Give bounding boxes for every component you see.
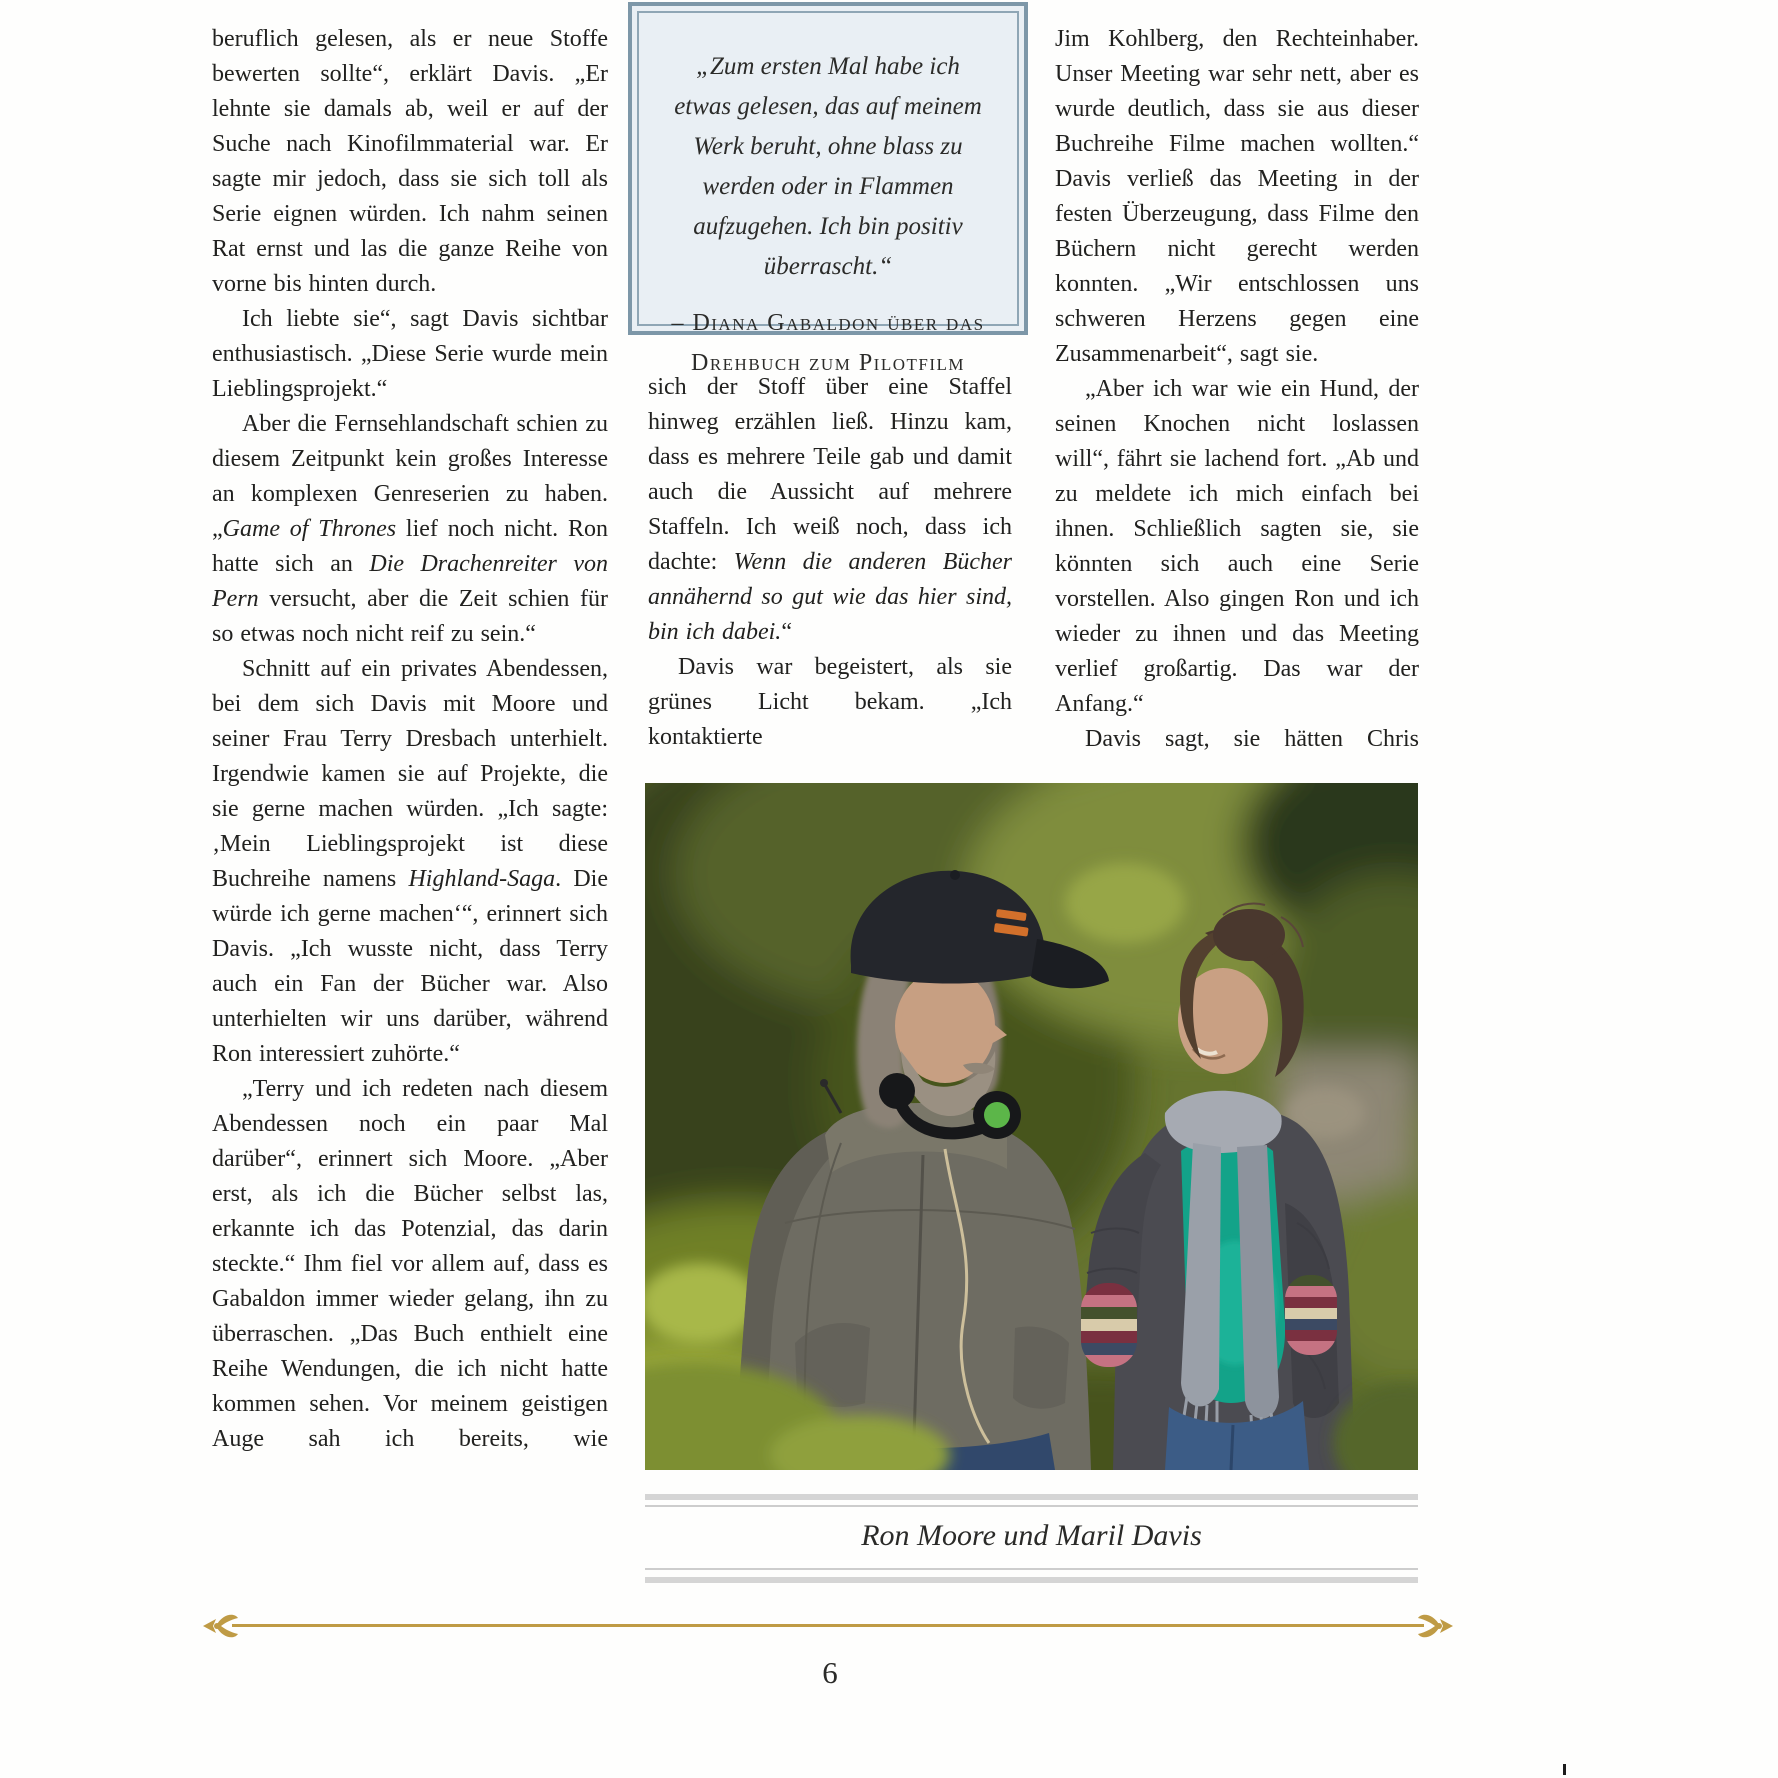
text-column-right [1055, 22, 1419, 757]
paragraph: „Aber ich war wie ein Hund, der seinen Knochen nicht loslassen will“, fährt sie lachend fort. „Ab und zu meldete ich mich einfach bei ihnen. Schließlich sagten sie, sie könnten sich auch eine Serie vorstellen. Also gingen Ron und ich wieder zu ihnen und das Meeting verlief großartig. Das war der Anfang.“ [1055, 376, 1419, 717]
pull-quote-text: „Zum ersten Mal habe ich etwas gelesen, das auf meinem Werk beruht, ohne blass zu werden oder in Flammen aufzugehen. Ich bin positiv überrascht.“ [674, 53, 982, 280]
text-column-left [212, 22, 608, 1457]
paragraph: sich der Stoff über eine Staffel hinweg erzählen ließ. Hinzu kam, dass es mehrere Teile gab und damit auch die Aussicht auf mehrere Staffeln. Ich weiß noch, dass ich dachte: Wenn die anderen Bücher annähernd so gut wie das hier sind, bin ich dabei.“ [648, 374, 1012, 645]
caption-rule-bottom-thin [645, 1568, 1418, 1570]
page-number: 6 [822, 1655, 838, 1690]
paragraph: beruflich gelesen, als er neue Stoffe bewerten sollte“, erklärt Davis. „Er lehnte sie damals ab, weil er auf der Suche nach Kinofilmmaterial war. Er sagte mir jedoch, dass sie sich toll als Serie eignen würden. Ich nahm seinen Rat ernst und las die ganze Reihe von vorne bis hinten durch. [212, 26, 608, 297]
photo-caption: Ron Moore und Maril Davis [861, 1519, 1202, 1552]
pull-quote-inner-border [637, 11, 1019, 376]
paragraph: Ich liebte sie“, sagt Davis sichtbar enthusiastisch. „Diese Serie wurde mein Lieblingsprojekt.“ [212, 306, 608, 402]
paragraph: Schnitt auf ein privates Abendessen, bei dem sich Davis mit Moore und seiner Frau Terry Dresbach unterhielt. Irgendwie kamen sie auf Projekte, die sie gerne machen würden. „Ich sagte: ‚Mein Lieblingsprojekt ist diese Buchreihe namens Highland-Saga. Die würde ich gerne machen‘“, erinnert sich Davis. „Ich wusste nicht, dass Terry auch ein Fan der Bücher war. Also unterhielten wir uns darüber, während Ron interessiert zuhörte.“ [212, 656, 609, 1067]
paragraph: Davis sagt, sie hätten Chris [1085, 726, 1419, 752]
pull-quote-box [628, 2, 1028, 376]
paragraph: „Terry und ich redeten nach diesem Abendessen noch ein paar Mal darüber“, erinnert sich Moore. „Aber erst, als ich die Bücher selbst las, erkannte ich das Potenzial, das darin steckte.“ Ihm fiel vor allem auf, dass es Gabaldon immer wieder gelang, ihn zu überraschen. „Das Buch enthielt eine Reihe Wendungen, die ich nicht hatte kommen sehen. Vor meinem geistigen Auge sah ich bereits, wie [212, 1076, 608, 1452]
gold-divider [202, 1610, 1454, 1642]
pull-quote-attribution: – Diana Gabaldon über das Drehbuch zum Pilotfilm [671, 310, 985, 376]
paragraph: Jim Kohlberg, den Rechteinhaber. Unser Meeting war sehr nett, aber es wurde deutlich, dass sie aus dieser Buchreihe Filme machen wollten.“ Davis verließ das Meeting in der festen Überzeugung, dass Filme den Büchern nicht gerecht werden konnten. „Wir entschlossen uns schweren Herzens gegen eine Zusammenarbeit“, sagt sie. [1055, 26, 1419, 367]
fleur-ornament-right-icon [1416, 1611, 1454, 1641]
caption-rule-top-thick [645, 1494, 1418, 1500]
caption-rule-top-thin [645, 1505, 1418, 1507]
photo-ron-moore-maril-davis [645, 783, 1418, 1470]
text-column-middle [648, 370, 1012, 755]
striped-mitten [1285, 1275, 1337, 1355]
paragraph: Aber die Fernsehlandschaft schien zu diesem Zeitpunkt kein großes Interesse an komplexen Genreserien zu haben. „Game of Thrones lief noch nicht. Ron hatte sich an Die Drachenreiter von Pern versucht, aber die Zeit schien für so etwas noch nicht reif zu sein.“ [212, 411, 609, 647]
paragraph: Davis war begeistert, als sie grünes Licht bekam. „Ich kontaktierte [648, 654, 1012, 750]
caption-rule-bottom-thick [645, 1577, 1418, 1583]
page-edge-mark [1563, 1764, 1566, 1775]
gold-divider-line [232, 1624, 1424, 1627]
striped-mitten [1081, 1283, 1137, 1367]
photo-illustration [645, 783, 1418, 1470]
